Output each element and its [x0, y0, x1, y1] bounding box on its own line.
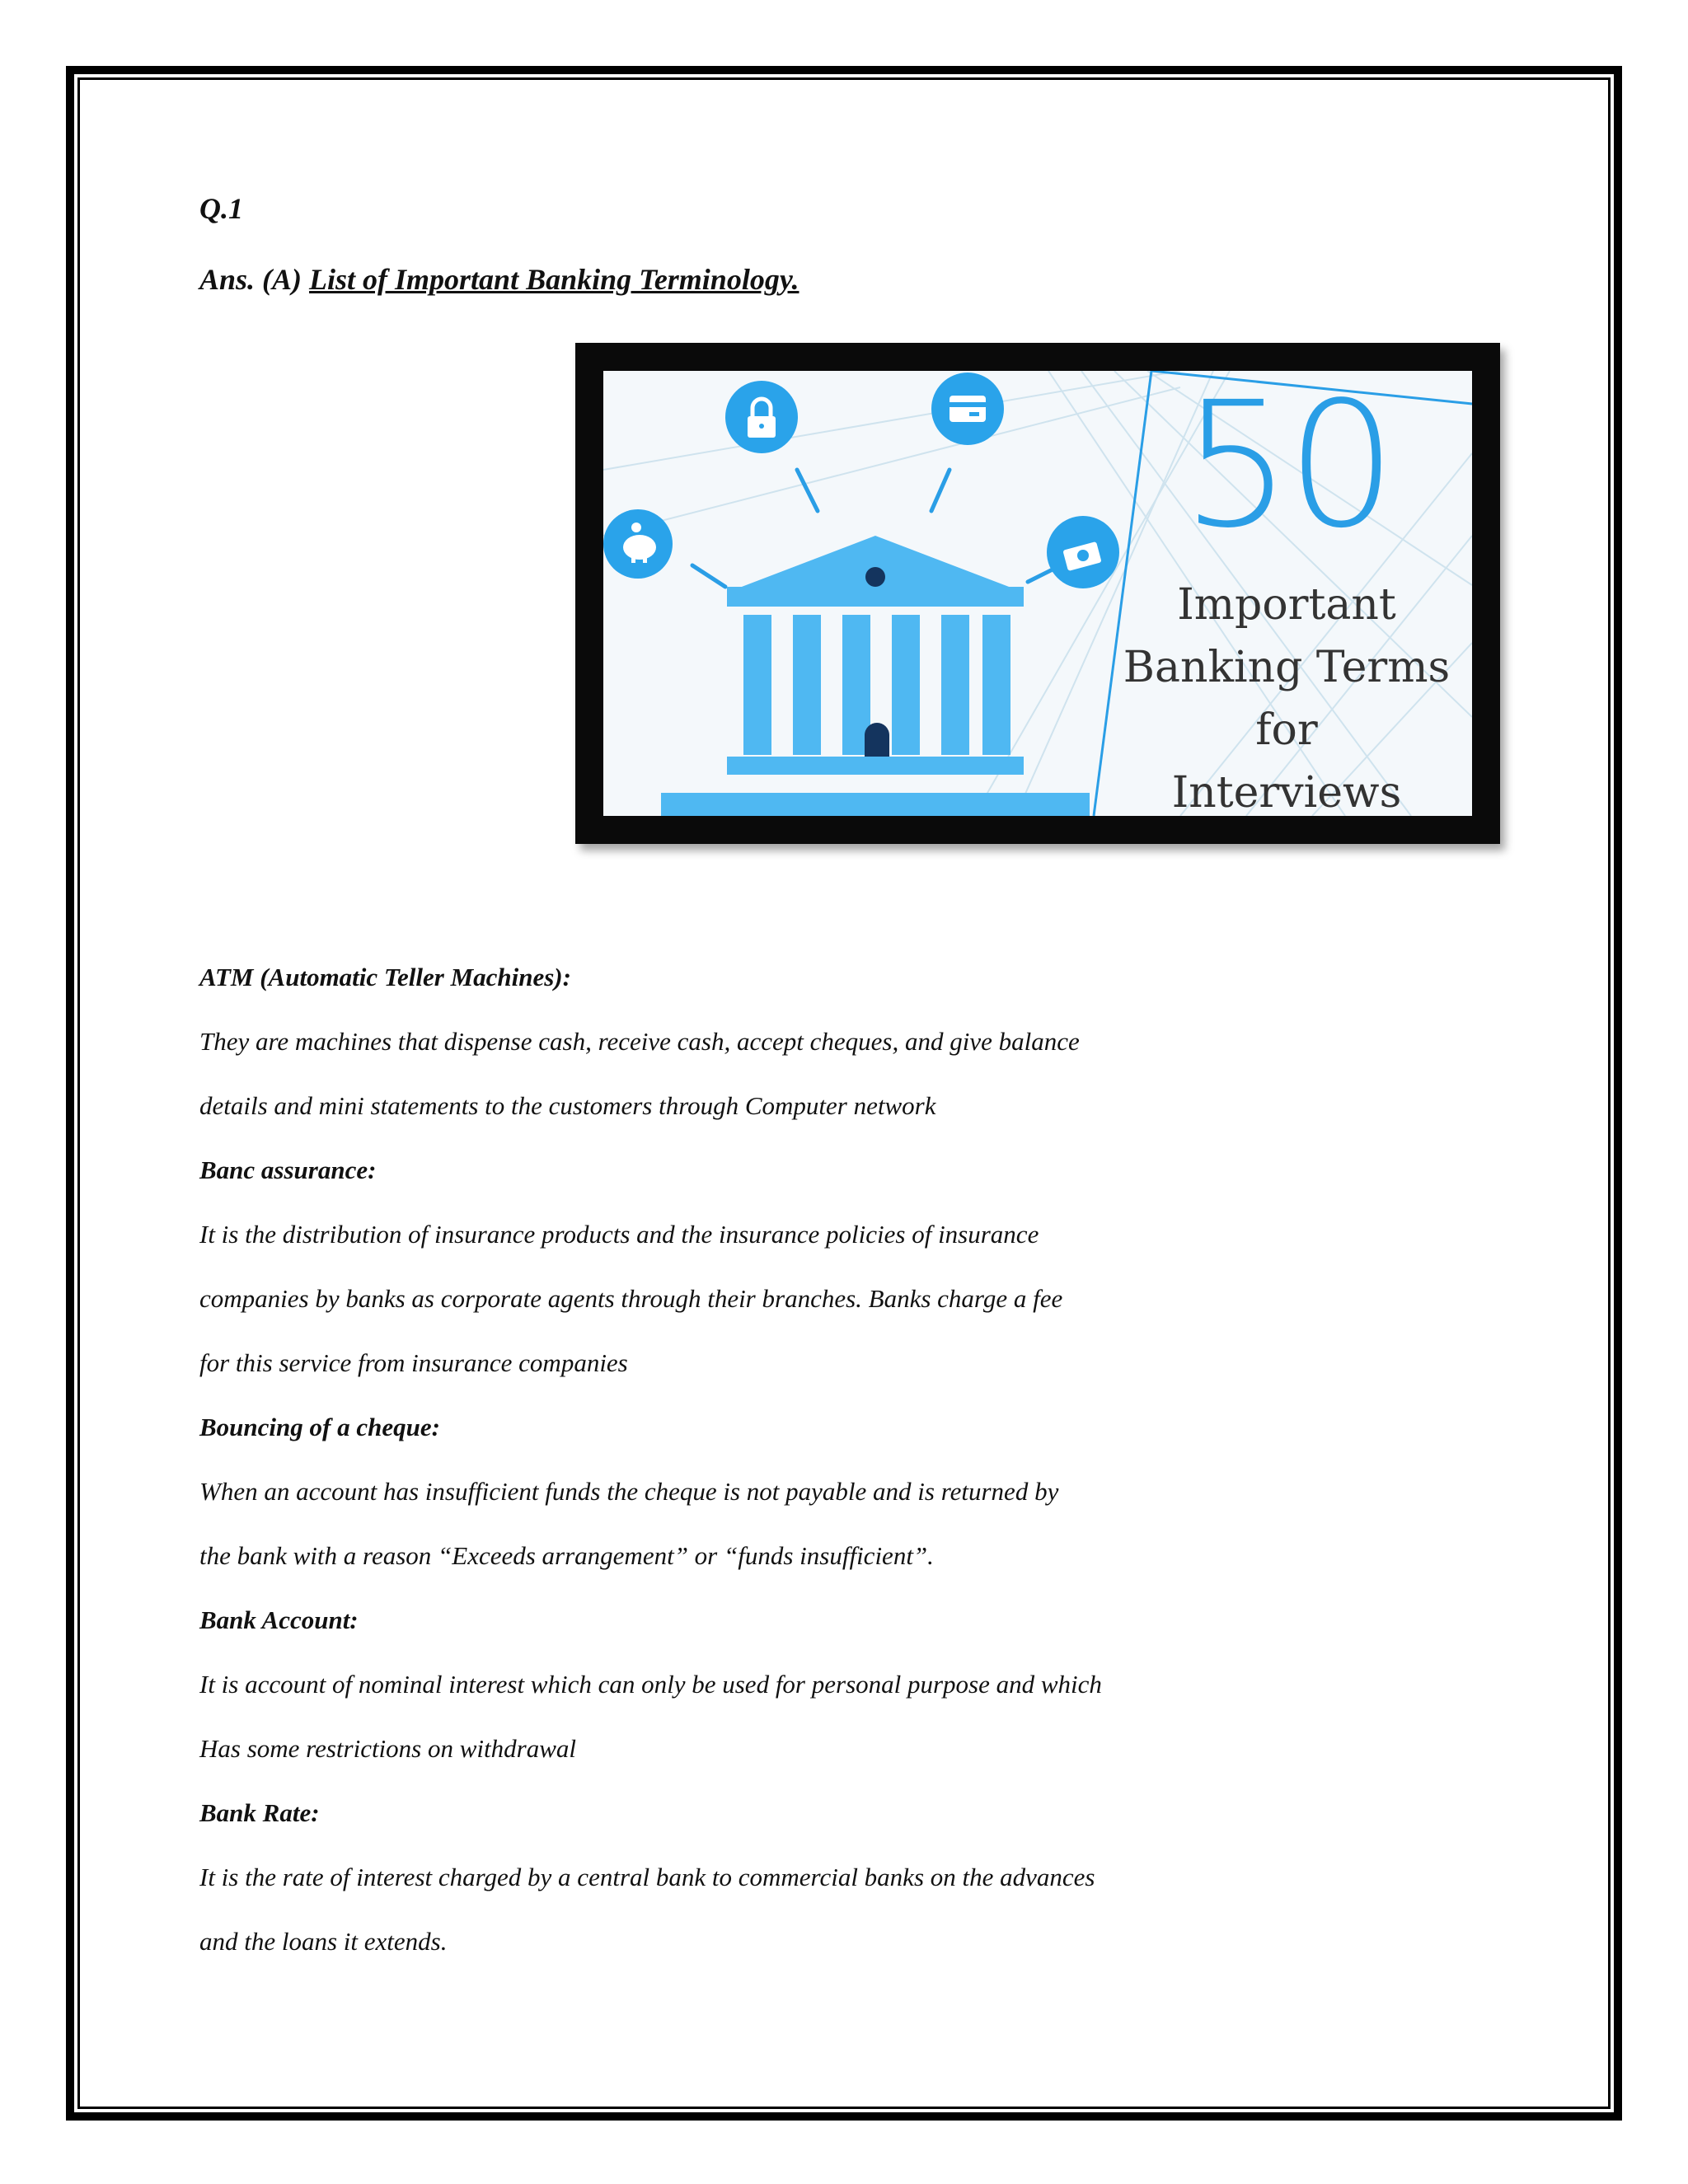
banner-inner [603, 371, 1472, 816]
term-desc-line: details and mini statements to the customers through Computer network [199, 1091, 936, 1120]
answer-title: List of Important Banking Terminology. [309, 263, 799, 296]
answer-heading [199, 262, 799, 297]
banner-line-4: Interviews [1171, 768, 1402, 816]
banner-number: 50 [1181, 371, 1392, 566]
term-desc-line: Has some restrictions on withdrawal [199, 1734, 576, 1763]
banner-line-3: for [1255, 705, 1318, 755]
term-desc-line: for this service from insurance companies [199, 1348, 628, 1377]
card-icon [931, 373, 1004, 445]
term-desc-line: It is the distribution of insurance products and the insurance policies of insurance [199, 1220, 1039, 1249]
term-desc-line: When an account has insufficient funds the cheque is not payable and is returned by [199, 1477, 1059, 1506]
banner-line-2: Banking Terms [1123, 643, 1451, 692]
question-number: Q.1 [199, 192, 243, 225]
term-desc-line: It is the rate of interest charged by a central bank to commercial banks on the advances [199, 1863, 1095, 1891]
term-title-bouncing-cheque: Bouncing of a cheque: [199, 1413, 440, 1441]
term-desc-line: and the loans it extends. [199, 1927, 448, 1956]
piggy-bank-icon [603, 509, 673, 579]
term-desc-line: the bank with a reason “Exceeds arrangement” or “funds insufficient”. [199, 1541, 934, 1570]
answer-prefix: Ans. (A) [199, 263, 302, 296]
banner-image [575, 343, 1500, 844]
term-desc-line: They are machines that dispense cash, receive cash, accept cheques, and give balance [199, 1027, 1080, 1056]
term-title-banc-assurance: Banc assurance: [199, 1155, 377, 1184]
term-title-bank-rate: Bank Rate: [199, 1798, 320, 1827]
banner-text [1101, 371, 1472, 816]
term-title-bank-account: Bank Account: [199, 1605, 359, 1634]
term-desc-line: It is account of nominal interest which can only be used for personal purpose and which [199, 1670, 1102, 1699]
term-desc-line: companies by banks as corporate agents through their branches. Banks charge a fee [199, 1284, 1063, 1313]
lock-icon [725, 381, 798, 453]
bank-building-icon [661, 536, 1090, 816]
banner-line-1: Important [1177, 580, 1396, 630]
term-title-atm: ATM (Automatic Teller Machines): [199, 963, 571, 991]
